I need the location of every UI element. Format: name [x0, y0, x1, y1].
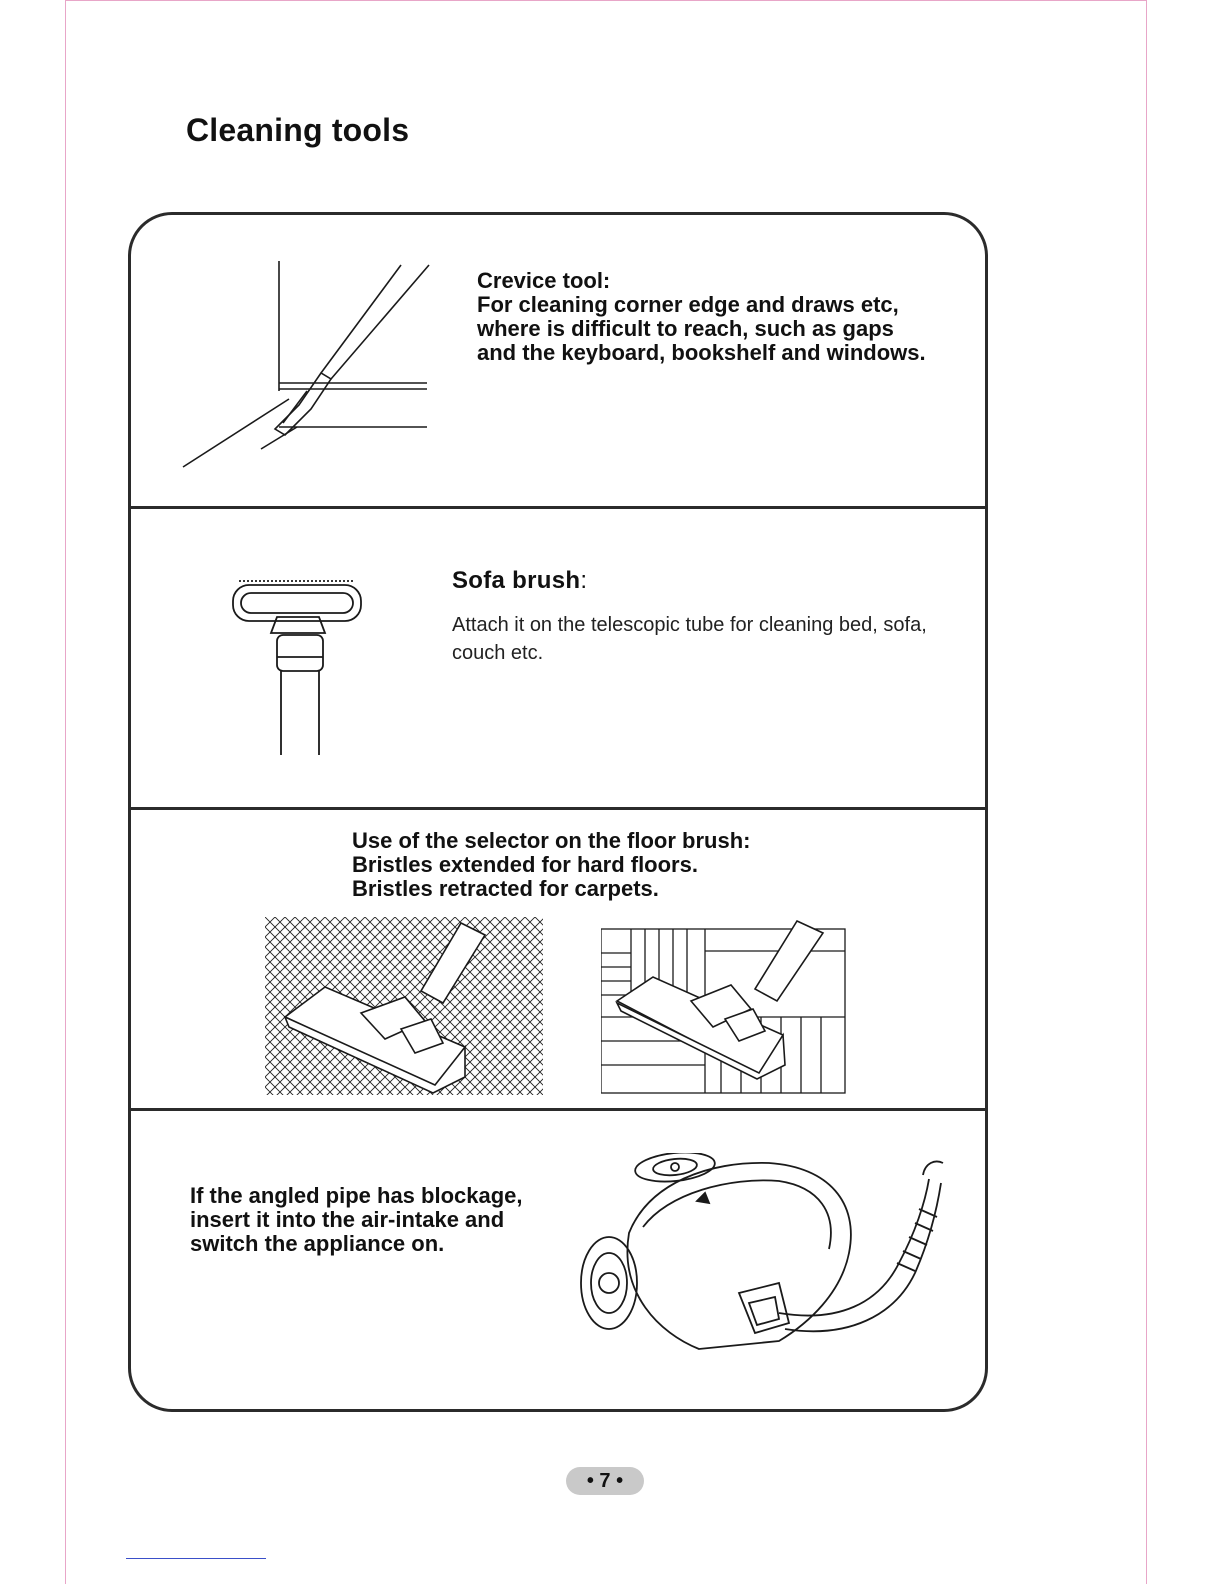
blockage-description [190, 1184, 570, 1256]
vacuum-cleaner-icon [579, 1153, 949, 1373]
crevice-description [477, 269, 977, 365]
blockage-line-3: switch the appliance on. [190, 1231, 445, 1256]
page-edge-top [65, 0, 1147, 1]
selector-line-3: Bristles retracted for carpets. [352, 876, 659, 901]
page-number-badge: • 7 • [566, 1467, 644, 1495]
crevice-tool-icon [179, 259, 439, 474]
selector-line-1: Use of the selector on the floor brush: [352, 828, 751, 853]
tools-panel [128, 212, 988, 1412]
crevice-line-3: and the keyboard, bookshelf and windows. [477, 340, 926, 365]
section-divider [131, 1108, 985, 1111]
sofa-brush-description: Attach it on the telescopic tube for cleaning bed, sofa, couch etc. [452, 614, 927, 664]
crevice-heading: Crevice tool: [477, 268, 611, 293]
sofa-heading-text: Sofa brush [452, 567, 581, 594]
sofa-brush-icon [227, 573, 367, 757]
page-title: Cleaning tools [186, 112, 410, 148]
section-divider [131, 807, 985, 810]
crevice-line-2: where is difficult to reach, such as gaps [477, 316, 894, 341]
selector-description [352, 829, 912, 901]
hard-floor-brush-icon [601, 917, 851, 1097]
crevice-line-1: For cleaning corner edge and draws etc, [477, 292, 899, 317]
selector-line-2: Bristles extended for hard floors. [352, 852, 698, 877]
page-edge-left [65, 0, 66, 1584]
sofa-heading-colon: : [580, 567, 588, 594]
blockage-line-1: If the angled pipe has blockage, [190, 1183, 523, 1208]
blockage-line-2: insert it into the air-intake and [190, 1207, 505, 1232]
section-divider [131, 506, 985, 509]
sofa-brush-heading [452, 567, 587, 595]
carpet-floor-brush-icon [265, 917, 545, 1097]
footnote-rule [126, 1558, 266, 1559]
page-edge-right [1146, 0, 1147, 1584]
